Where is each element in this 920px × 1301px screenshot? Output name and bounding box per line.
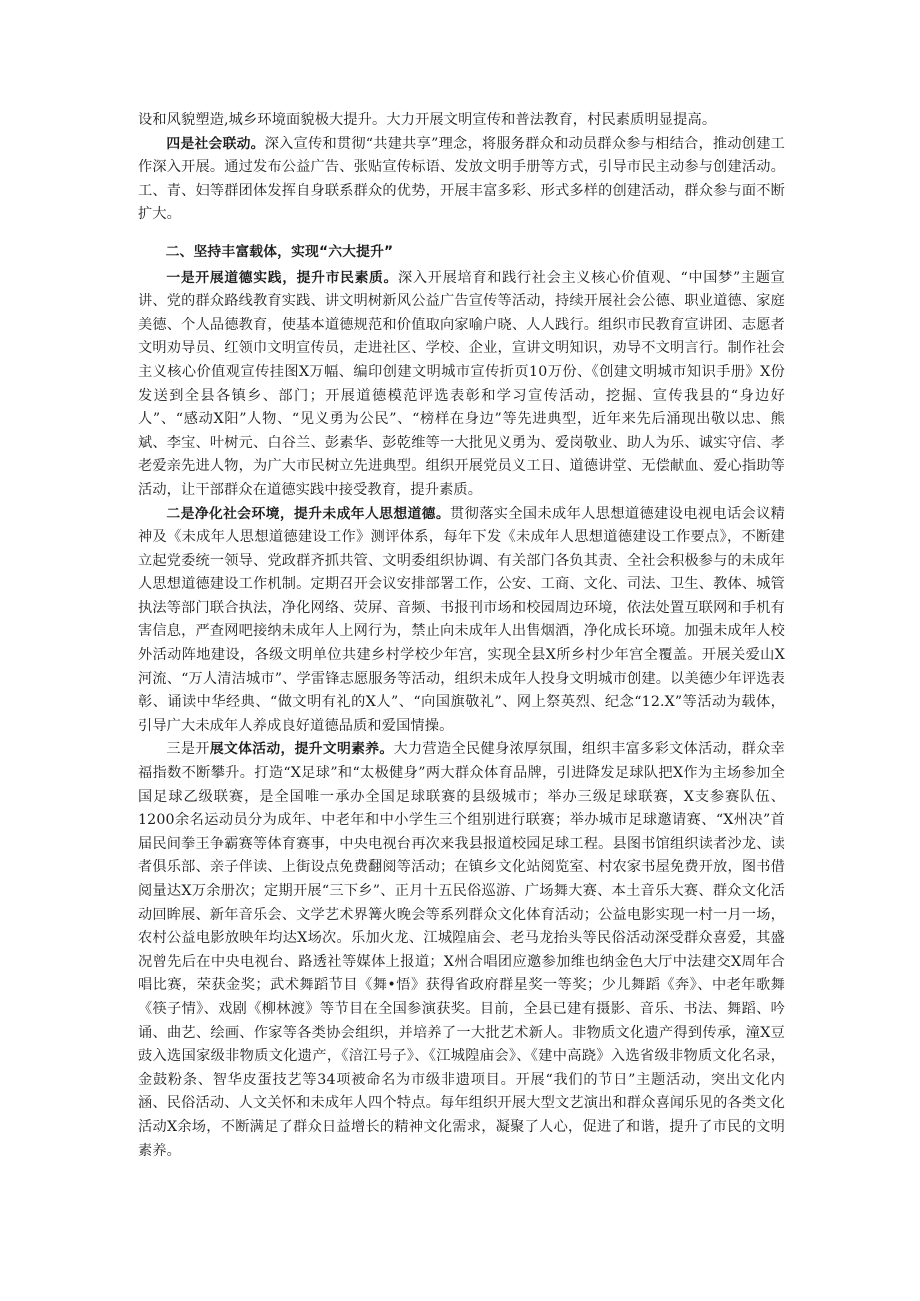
paragraph-continuation [138, 109, 785, 133]
paragraph-heading-plain: 三是开 [166, 741, 210, 758]
section-title: 二、坚持丰富载体，实现“六大提升” [165, 243, 394, 260]
paragraph-moral-practice [138, 267, 785, 503]
paragraph-text: 设和风貌塑造,城乡环境面貌极大提升。大力开展文明宣传和普法教育，村民素质明显提高。 [138, 112, 717, 128]
paragraph-heading: 四是社会联动。 [166, 135, 265, 152]
paragraph-text: 深入开展培育和践行社会主义核心价值观、“中国梦”主题宣讲、党的群众路线教育实践、讲文明树新风公益广告宣传等活动，持续开展社会公德、职业道德、家庭美德、个人品德教育，使基本道德规范和价值取向家喻户晓、人人践行。组织市民教育宣讲团、志愿者文明劝导员、红领巾文明宣传员，走进社区、学校、企业，宣讲文明知识，劝导不文明言行。制作社会主义核心价值观宣传挂图X万幅、编印创建文明城市宣传折页10万份、《创建文明城市知识手册》X份发送到全县各镇乡、部门；开展道德模范评选表彰和学习宣传活动，挖掘、宣传我县的“身边好人”、“感动X阳”人物、“见义勇为公民”、“榜样在身边”等先进典型，近年来先后涌现出敬以忠、熊斌、李宝、叶树元、白谷兰、彭素华、彭乾维等一大批见义勇为、爱岗敬业、助人为乐、诚实守信、孝老爱亲先进人物，为广大市民树立先进典型。组织开展党员义工日、道德讲堂、无偿献血、爱心指助等活动，让干部群众在道德实践中接受教育，提升素质。 [138, 269, 785, 498]
paragraph-text: 深入宣传和贯彻“共建共享”理念，将服务群众和动员群众参与相结合，推动创建工作深入开展。通过发布公益广告、张贴宣传标语、发放文明手册等方式，引导市民主动参与创建活动。工、青、妇等群团体发挥自身联系群众的优势，开展丰富多彩、形式多样的创建活动，群众参与面不断扩大。 [138, 135, 785, 223]
paragraph-social-environment [138, 503, 785, 739]
paragraph-heading: 展文体活动，提升文明素养。 [209, 741, 394, 758]
document-body [138, 109, 785, 1163]
paragraph-text: 大力营造全民健身浓厚氛围，组织丰富多彩文体活动，群众幸福指数不断攀升。打造“X足球”和“太极健身”两大群众体育品牌，引进降发足球队把X作为主场参加全国足球乙级联赛，是全国唯一承办全国足球联赛的县级城市；举办三级足球联赛，X支参赛队伍、1200余名运动员分为成年、中老年和中小学生三个组别进行联赛；举办城市足球邀请赛、“X州决”首届民间拳王争霸赛等体育赛事，中央电视台再次来我县报道校园足球工程。县图书馆组织读者沙龙、读者俱乐部、亲子伴读、上街设点免费翻阅等活动；在镇乡文化站阅览室、村农家书屋免费开放，图书借阅量达X万余册次；定期开展“三下乡”、正月十五民俗巡游、广场舞大赛、本土音乐大赛、群众文化活动回眸展、新年音乐会、文学艺术界篝火晚会等系列群众文化体育活动；公益电影实现一村一月一场，农村公益电影放映年均达X场次。乐加火龙、江城隍庙会、老马龙抬头等民俗活动深受群众喜爱，其盛况曾先后在中央电视台、路透社等媒体上报道；X州合唱团应邀参加维也纳金色大厅中法建交X周年合唱比赛，荣获金奖；武术舞蹈节目《舞•悟》获得省政府群星奖一等奖；少儿舞蹈《奔》、中老年歌舞《筷子情》、戏剧《柳林渡》等节目在全国参演获奖。目前，全县已建有摄影、音乐、书法、舞蹈、吟诵、曲艺、绘画、作家等各类协会组织，并培养了一大批艺术新人。非物质文化遗产得到传承，潼X豆豉入选国家级非物质文化遗产，《涪江号子》、《江城隍庙会》、《建中高跷》入选省级非物质文化名录，金鼓粉条、智华皮蛋技艺等34项被命名为市级非遗项目。开展“我们的节日”主题活动，突出文化内涵、民俗活动、人文关怀和未成年人四个特点。每年组织开展大型文艺演出和群众喜闻乐见的各类文化活动X余场，不断满足了群众日益增长的精神文化需求，凝聚了人心，促进了和谐，提升了市民的文明素养。 [138, 741, 785, 1159]
paragraph-social-linkage [138, 133, 785, 227]
paragraph-cultural-activities [138, 738, 785, 1163]
paragraph-heading: 一是开展道德实践，提升市民素质。 [166, 269, 398, 286]
paragraph-text: 贯彻落实全国未成年人思想道德建设电视电话会议精神及《未成年人思想道德建设工作》测评体系，每年下发《未成年人思想道德建设工作要点》，不断建立起党委统一领导、党政群齐抓共管、文明委组织协调、有关部门各负其责、全社会积极参与的未成年人思想道德建设工作机制。定期召开会议安排部署工作，公安、工商、文化、司法、卫生、教体、城管执法等部门联合执法，净化网络、荧屏、音频、书报刊市场和校园周边环境，依法处置互联网和手机有害信息，严查网吧接纳未成年人上网行为，禁止向未成年人出售烟酒，净化成长环境。加强未成年人校外活动阵地建设，各级文明单位共建乡村学校少年宫，实现全县X所乡村少年宫全覆盖。开展关爱山X河流、“万人清洁城市”、学雷锋志愿服务等活动，组织未成年人投身文明城市创建。以美德少年评选表彰、诵读中华经典、“做文明有礼的X人”、“向国旗敬礼”、网上祭英烈、纪念“12.X”等活动为载体，引导广大未成年人养成良好道德品质和爱国情操。 [138, 505, 786, 734]
paragraph-heading: 二是净化社会环境，提升未成年人思想道德。 [166, 505, 451, 522]
